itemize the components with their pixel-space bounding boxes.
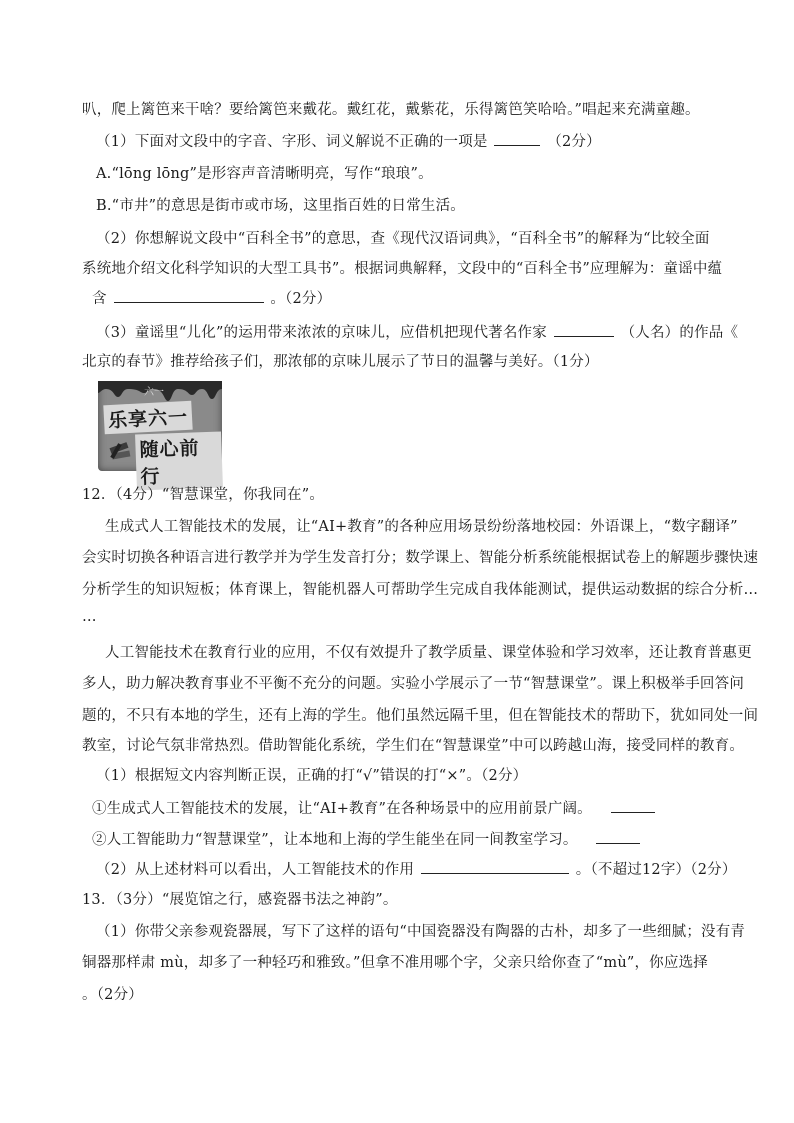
passage-line: …: [82, 609, 97, 625]
question-12-heading: 12．（4分）“智慧课堂，你我同在”。: [82, 487, 325, 503]
badge-line1: 乐享六一: [103, 401, 192, 435]
passage-line: 分析学生的知识短板；体育课上，智能机器人可帮助学生完成自我体能测试，提供运动数据的综合分析…: [82, 582, 759, 598]
badge-line2: 随心前行: [135, 432, 223, 491]
passage-line: 题的，不只有本地的学生，还有上海的学生。他们虽然远隔千里，但在智能技术的帮助下，犹如同处一间: [82, 708, 759, 724]
question-13-1-line3: 。（2分）: [82, 987, 143, 1003]
passage-line: 生成式人工智能技术的发展，让“AI+教育”的各种应用场景纷纷落地校园：外语课上，“数字翻译”: [105, 519, 738, 535]
question-text: （2）从上述材料可以看出，人工智能技术的作用: [96, 862, 415, 878]
question-text-tail: （人名）的作品《: [620, 325, 739, 341]
option-a: A.“lōng lōng”是形容声音清晰明亮，写作“琅琅”。: [96, 166, 433, 182]
question-text: （3）童谣里“儿化”的运用带来浓浓的京味儿，应借机把现代著名作家: [96, 325, 547, 341]
question-13-1-line2: 铜器那样肃 mù，却多了一种轻巧和雅致。”但拿不准用哪个字，父亲只给你查了“mù”，你应选择: [82, 955, 708, 971]
question-12-1: （1）根据短文内容判断正误，正确的打“√”错误的打“×”。（2分）: [96, 768, 528, 784]
question-3-line1: [96, 322, 738, 343]
answer-blank[interactable]: [596, 829, 640, 844]
question-2-line1: （2）你想解说文段中“百科全书”的意思，查《现代汉语词典》，“百科全书”的解释为“比较全面: [96, 231, 710, 247]
answer-blank[interactable]: [421, 859, 569, 874]
answer-blank[interactable]: [611, 798, 655, 813]
passage-line: 教室，讨论气氛非常热烈。借助智能化系统，学生们在“智慧课堂”中可以跨越山海，接受同样的教育。: [82, 738, 745, 754]
passage-line: 多人，助力解决教育事业不平衡不充分的问题。实验小学展示了一节“智慧课堂”。课上积极举手回答问: [82, 676, 745, 692]
answer-blank[interactable]: [554, 322, 614, 337]
passage-line: 人工智能技术在教育行业的应用，不仅有效提升了教学质量、课堂体验和学习效率，还让教育普惠更: [105, 645, 752, 661]
badge-top-text: 六一: [144, 387, 164, 398]
question-text: （1）下面对文段中的字音、字形、词义解说不正确的一项是: [96, 134, 488, 150]
judgement-item-1: [92, 798, 657, 819]
question-3-line2: 北京的春节》推荐给孩子们，那浓郁的京味儿展示了节日的温馨与美好。（1分）: [82, 354, 599, 370]
score-label: 。（2分）: [270, 291, 332, 307]
question-12-2: [96, 859, 737, 880]
answer-blank[interactable]: [494, 131, 540, 146]
question-1: [96, 131, 601, 152]
question-2-line3: [92, 288, 331, 309]
passage-line: 会实时切换各种语言进行教学并为学生发音打分；数学课上、智能分析系统能根据试卷上的解题步骤快速: [82, 550, 759, 566]
question-13-heading: 13．（3分）“展览馆之行，感瓷器书法之神韵”。: [82, 892, 398, 908]
children-day-badge-image: [98, 381, 222, 489]
books-icon: [108, 439, 134, 463]
question-text: 含: [92, 291, 107, 307]
option-b: B.“市井”的意思是街市或市场，这里指百姓的日常生活。: [96, 198, 465, 214]
passage-line: 叭，爬上篱笆来干啥？要给篱笆来戴花。戴红花，戴紫花，乐得篱笆笑哈哈。”唱起来充满童趣。: [82, 102, 700, 118]
answer-blank[interactable]: [114, 288, 264, 303]
question-2-line2: 系统地介绍文化科学知识的大型工具书”。根据词典解释，文段中的“百科全书”应理解为：童谣中蕴: [82, 261, 723, 277]
question-13-1-line1: （1）你带父亲参观瓷器展，写下了这样的语句“中国瓷器没有陶器的古朴，却多了一些细腻；没有青: [96, 924, 746, 940]
judgement-item-2: [92, 829, 642, 850]
judgement-text: ①生成式人工智能技术的发展，让“AI+教育”在各种场景中的应用前景广阔。: [92, 801, 592, 817]
score-label: （2分）: [547, 134, 601, 150]
judgement-text: ②人工智能助力“智慧课堂”，让本地和上海的学生能坐在同一间教室学习。: [92, 832, 578, 848]
score-label: 。（不超过12字）（2分）: [575, 862, 737, 878]
